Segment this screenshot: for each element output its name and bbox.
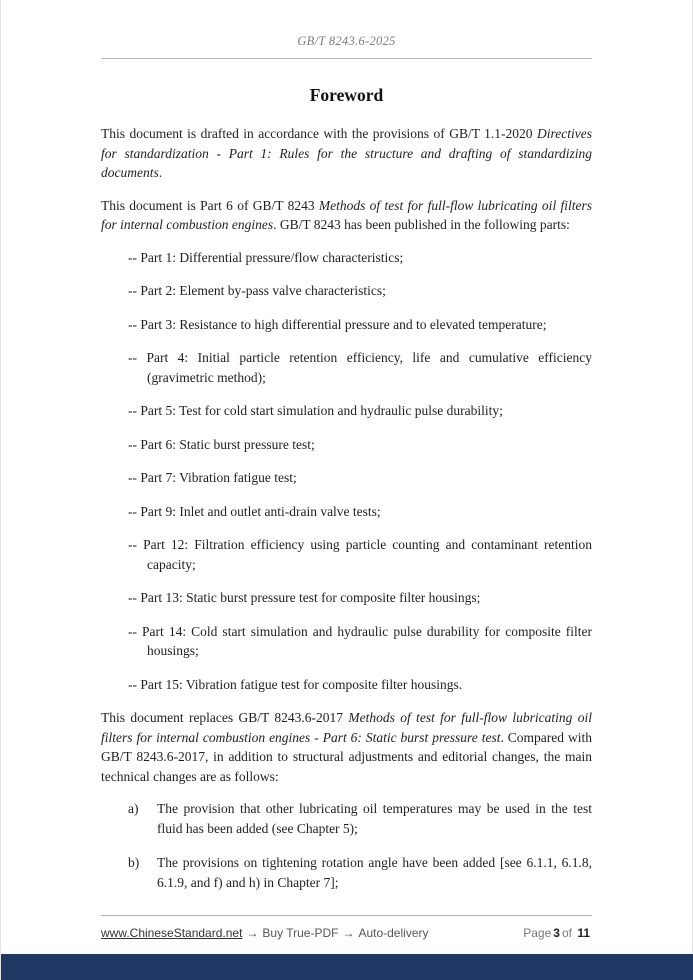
buy-true-pdf-label: Buy True-PDF bbox=[262, 926, 339, 940]
current-page-number: 3 bbox=[553, 926, 560, 940]
parts-list-item: -- Part 4: Initial particle retention efficiency, life and cumulative efficiency (gravimetric method); bbox=[128, 350, 592, 385]
parts-list bbox=[101, 248, 592, 695]
changes-list bbox=[101, 799, 592, 892]
header-divider bbox=[101, 58, 592, 59]
parts-list-item: -- Part 13: Static burst pressure test for composite filter housings; bbox=[128, 590, 481, 605]
page-footer bbox=[101, 915, 592, 940]
parts-list-item: -- Part 6: Static burst pressure test; bbox=[128, 436, 315, 452]
bottom-navy-bar bbox=[1, 954, 693, 980]
paragraph-run: . GB/T 8243 has been published in the following parts: bbox=[273, 217, 570, 232]
parts-list-item: -- Part 12: Filtration efficiency using particle counting and contaminant retention capacity; bbox=[128, 537, 592, 572]
paragraph-run: . bbox=[158, 165, 163, 180]
paragraph-run: This document is Part 6 of GB/T 8243 bbox=[101, 197, 319, 213]
of-label: of bbox=[561, 926, 572, 940]
paragraph-part6-intro bbox=[101, 196, 592, 235]
arrow-icon: → bbox=[246, 926, 259, 940]
change-item-marker: b) bbox=[128, 855, 140, 870]
change-item-text: The provisions on tightening rotation angle have been added [see 6.1.1, 6.1.8, 6.1.9, and f) and h) in Chapter 7]; bbox=[157, 855, 592, 890]
arrow-icon: → bbox=[342, 926, 355, 940]
parts-list-item: -- Part 5: Test for cold start simulation and hydraulic pulse durability; bbox=[128, 403, 503, 418]
page-header bbox=[101, 34, 592, 59]
page-indicator bbox=[523, 926, 592, 940]
paragraph-run: This document replaces GB/T 8243.6-2017 bbox=[101, 710, 349, 725]
paragraph-replaces bbox=[101, 708, 592, 786]
paragraph-run-italic: Methods of test for full-flow lubricating oil filters for internal combustion engines - Part 6: Static burst pressure test bbox=[101, 710, 592, 745]
change-item bbox=[128, 799, 592, 838]
parts-list-item: -- Part 14: Cold start simulation and hydraulic pulse durability for composite filter housings; bbox=[128, 623, 592, 658]
paragraph-run-italic: Directives for standardization - Part 1: Rules for the structure and drafting of standardizing documents bbox=[101, 126, 592, 180]
paragraph-drafting bbox=[101, 124, 592, 183]
parts-list-item: -- Part 2: Element by-pass valve characteristics; bbox=[128, 283, 386, 298]
change-item-marker: a) bbox=[128, 801, 139, 816]
page-title: Foreword bbox=[309, 85, 384, 105]
page-label: Page bbox=[523, 926, 552, 940]
parts-list-item: -- Part 7: Vibration fatigue test; bbox=[128, 470, 297, 485]
paragraph-run-italic: Methods of test for full-flow lubricating oil filters for internal combustion engines bbox=[101, 197, 592, 232]
change-item-text: The provision that other lubricating oil temperatures may be used in the test fluid has been added (see Chapter 5); bbox=[157, 801, 592, 836]
change-item bbox=[128, 853, 592, 892]
paragraph-run: This document is drafted in accordance with the provisions of GB/T 1.1-2020 bbox=[101, 126, 538, 141]
footer-left bbox=[101, 926, 428, 940]
auto-delivery-label: Auto-delivery bbox=[358, 926, 429, 940]
parts-list-item: -- Part 9: Inlet and outlet anti-drain valve tests; bbox=[128, 503, 381, 519]
parts-list-item: -- Part 3: Resistance to high differential pressure and to elevated temperature; bbox=[128, 316, 547, 332]
website-link[interactable]: www.ChineseStandard.net bbox=[101, 926, 243, 940]
parts-list-item: -- Part 1: Differential pressure/flow characteristics; bbox=[128, 249, 404, 265]
parts-list-item: -- Part 15: Vibration fatigue test for composite filter housings. bbox=[128, 676, 463, 692]
total-pages-number: 11 bbox=[577, 926, 590, 940]
paragraph-run: . Compared with GB/T 8243.6-2017, in addition to structural adjustments and editorial changes, the main technical changes are as follows: bbox=[101, 729, 592, 784]
standard-number: GB/T 8243.6-2025 bbox=[297, 34, 396, 48]
